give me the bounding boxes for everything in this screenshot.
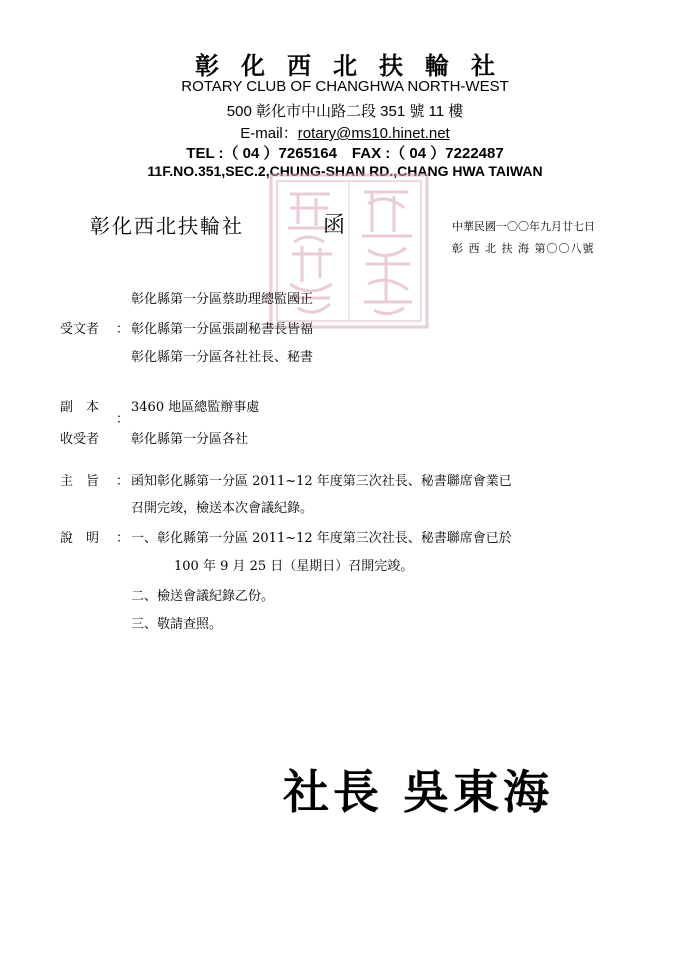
colon: ： (116, 531, 130, 546)
explanation-item: 二、檢送會議紀錄乙份。 (131, 589, 275, 604)
explanation-item: 100 年 9 月 25 日（星期日）召開完竣。 (174, 559, 414, 574)
subject-label: 主 旨 (60, 474, 100, 489)
cc-label: 收受者 (60, 432, 100, 447)
recipient-line: 彰化縣第一分區各社社長、秘書 (131, 350, 314, 365)
org-name-en: ROTARY CLUB OF CHANGHWA NORTH-WEST (181, 78, 509, 95)
org-name-zh: 彰化西北扶輪社 (195, 51, 517, 80)
colon: ： (116, 322, 130, 337)
recipient-label: 受文者 (60, 322, 100, 337)
subject-line: 召開完竣，檢送本次會議紀錄。 (131, 501, 314, 516)
colon: ： (116, 474, 130, 489)
copies-value: 3460 地區總監辦事處 (131, 400, 260, 415)
email-line (0, 122, 690, 143)
explanation-label: 說 明 (60, 531, 100, 546)
copies-label: 副 本 (60, 400, 100, 415)
explanation-item: 三、敬請查照。 (131, 617, 223, 632)
address-en: 11F.NO.351,SEC.2,CHUNG-SHAN RD.,CHANG HWA TAIWAN (147, 163, 543, 179)
signature: 社長 吳東海 (283, 765, 554, 819)
issue-date: 中華民國一〇〇年九月廿七日 (452, 220, 595, 233)
tel-fax: TEL :（ 04 ）7265164 FAX :（ 04 ）7222487 (186, 145, 504, 162)
doc-type: 函 (323, 213, 346, 238)
subject-line: 函知彰化縣第一分區 2011~12 年度第三次社長、秘書聯席會業已 (131, 474, 512, 489)
email-label: E-mail： (240, 125, 298, 142)
email-link[interactable]: rotary@ms10.hinet.net (297, 125, 450, 142)
address-zh: 500 彰化市中山路二段 351 號 11 樓 (226, 103, 464, 120)
colon: ： (116, 412, 130, 427)
cc-value: 彰化縣第一分區各社 (131, 432, 249, 447)
recipient-line: 彰化縣第一分區蔡助理總監國正 (131, 292, 314, 307)
explanation-item: 一、彰化縣第一分區 2011~12 年度第三次社長、秘書聯席會已於 (131, 531, 512, 546)
reference-number: 彰 西 北 扶 海 第〇〇八號 (452, 242, 595, 255)
recipient-line: 彰化縣第一分區張副秘書長皆福 (131, 322, 314, 337)
sender-name: 彰化西北扶輪社 (90, 214, 244, 238)
